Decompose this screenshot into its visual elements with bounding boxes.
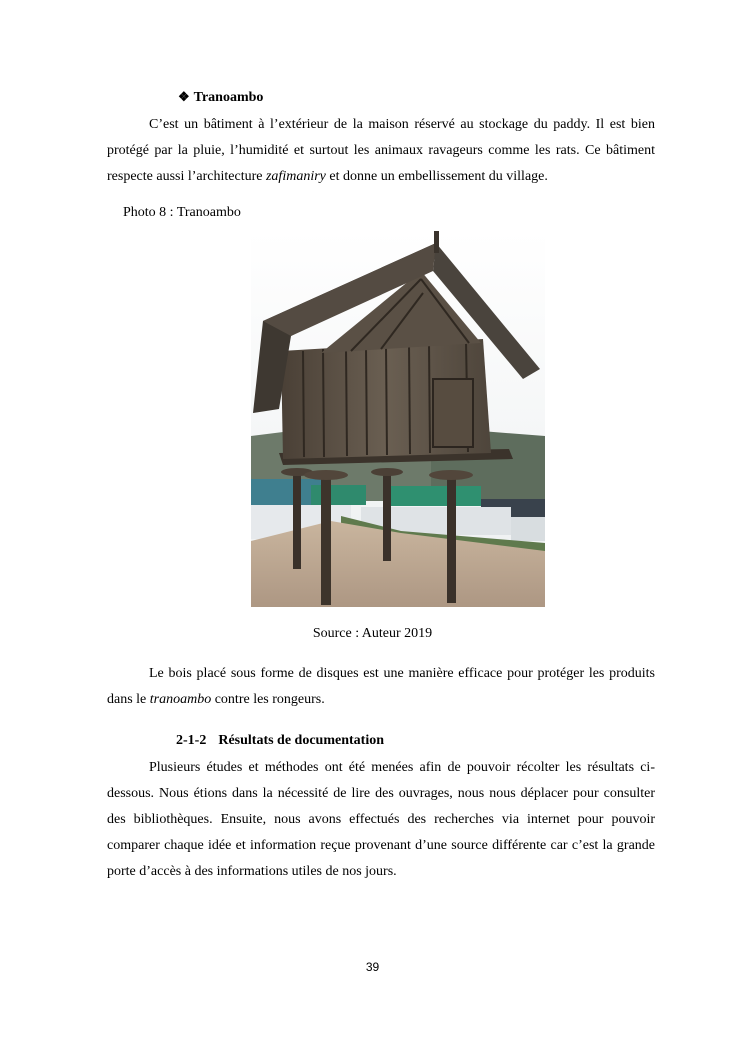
section-heading-text: Tranoambo — [193, 90, 264, 105]
paragraph-2-text-a: Le bois placé sous forme de disques est une manière efficace pour protéger les produits dans le — [107, 666, 655, 707]
paragraph-3 — [107, 755, 655, 885]
paragraph-1-text-a: C’est un bâtiment à l’extérieur de la maison réservé au stockage du paddy. Il est bien protégé par la pluie, l’humidité et surtout les animaux ravageurs comme les rats. Ce bâtiment respecte aussi l’architecture — [107, 117, 655, 184]
paragraph-2 — [107, 661, 655, 713]
paragraph-2-italic: tranoambo — [149, 692, 212, 707]
granary-photo — [251, 231, 545, 607]
diamond-bullet-icon: ❖ — [178, 89, 190, 104]
subsection-number: 2-1-2 — [176, 733, 207, 748]
photo-source: Source : Auteur 2019 — [312, 626, 433, 641]
paragraph-1 — [107, 112, 655, 190]
photo-caption: Photo 8 : Tranoambo — [123, 205, 241, 220]
paragraph-3-text: Plusieurs études et méthodes ont été menées afin de pouvoir récolter les résultats ci-dessous. Nous étions dans la nécessité de lire des ouvrages, nous nous déplacer pour consulter des bibliothèques. Ensuite, nous avons effectués des recherches via internet pour pouvoir comparer chaque idée et information reçue provenant d’une source différente car c’est la grande porte d’accès à des informations utiles de nos jours. — [107, 760, 655, 879]
subsection-heading — [176, 733, 384, 749]
subsection-title: Résultats de documentation — [218, 733, 384, 748]
section-heading — [178, 89, 263, 106]
paragraph-1-text-b: et donne un embellissement du village. — [325, 169, 548, 184]
paragraph-1-italic: zafimaniry — [265, 169, 326, 184]
paragraph-2-text-b: contre les rongeurs. — [211, 692, 325, 707]
page-number: 39 — [365, 960, 380, 974]
